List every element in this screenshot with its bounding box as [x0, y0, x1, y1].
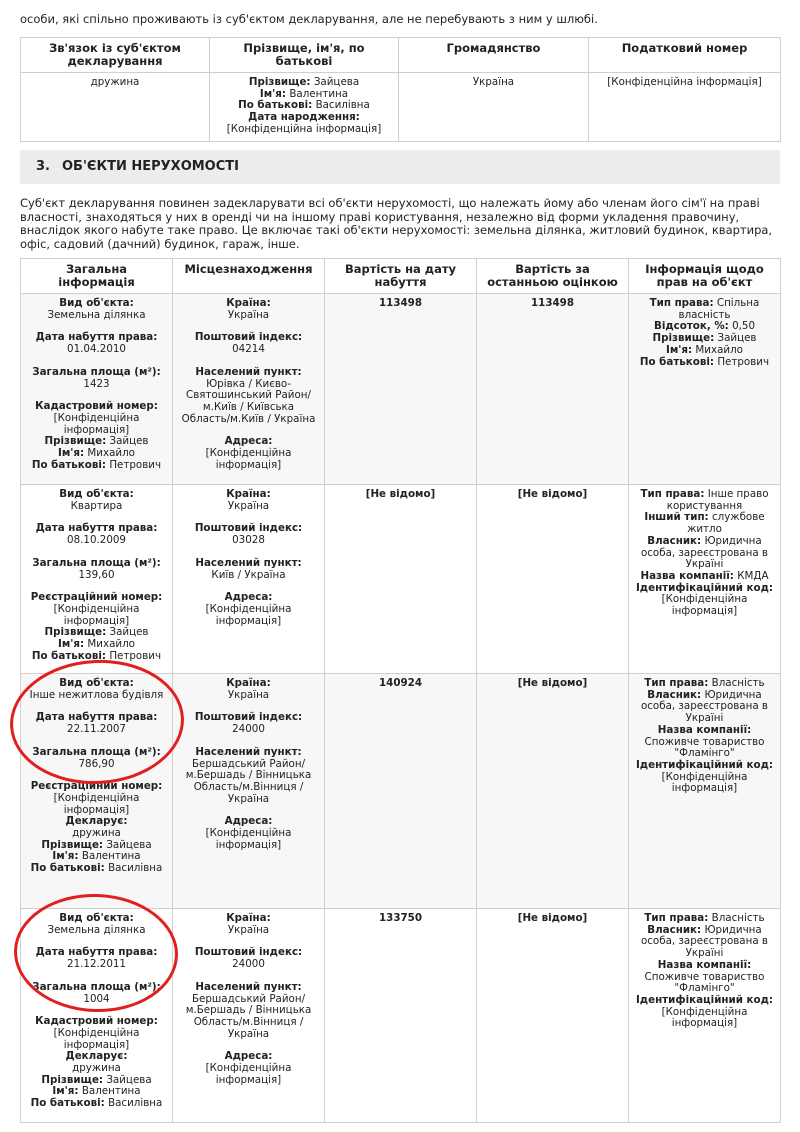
cost-evaluation-cell: [Не відомо]	[477, 674, 629, 909]
header-cost-acquisition: Вартість на дату набуття	[325, 259, 477, 294]
rights-info-cell: Тип права: Спільна власність Відсоток, %: 0,50 Прізвище: Зайцев Ім'я: Михайло По батькові: Петрович	[629, 294, 781, 485]
family-table-header-row	[21, 38, 781, 73]
cost-evaluation-cell: 113498	[477, 294, 629, 485]
header-rights-info: Інформація щодо прав на об'єкт	[629, 259, 781, 294]
section-title: ОБ'ЄКТИ НЕРУХОМОСТІ	[61, 159, 239, 174]
location-cell: Країна: Україна Поштовий індекс: 04214 Населений пункт: Юрівка / Києво-Святошинський Район/ м.Київ / Київська Область/м.Київ / Україна Адреса: [Конфіденційна інформація]	[173, 294, 325, 485]
header-location: Місцезнаходження	[173, 259, 325, 294]
cost-acquisition-cell: 133750	[325, 909, 477, 1123]
table-row	[21, 73, 781, 142]
cost-evaluation-cell: [Не відомо]	[477, 909, 629, 1123]
general-info-cell: Вид об'єкта: Квартира Дата набуття права: 08.10.2009 Загальна площа (м²): 139,60 Реєстраційний номер: [Конфіденційна інформація] Прізвище: Зайцев Ім'я: Михайло По батькові: Петрович	[21, 485, 173, 674]
table-row	[21, 674, 781, 909]
header-tax-number: Податковий номер	[589, 38, 781, 73]
cost-acquisition-cell: 140924	[325, 674, 477, 909]
full-name-cell: Прізвище: Зайцева Ім'я: Валентина По батькові: Василівна Дата народження: [Конфіденційна інформація]	[210, 73, 399, 142]
intro-text: особи, які спільно проживають із суб'єктом декларування, але не перебувають з ним у шлюбі.	[20, 12, 598, 26]
general-info-cell: Вид об'єкта: Інше нежитлова будівля Дата набуття права: 22.11.2007 Загальна площа (м²): 786,90 Реєстраційний номер: [Конфіденційна інформація] Декларує: дружина Прізвище: Зайцева Ім'я: Валентина По батькові: Василівна	[21, 674, 173, 909]
location-cell: Країна: Україна Поштовий індекс: 24000 Населений пункт: Бершадський Район/ м.Бершадь / Вінницька Область/м.Вінниця / Україна Адреса: [Конфіденційна інформація]	[173, 674, 325, 909]
general-info-cell: Вид об'єкта: Земельна ділянка Дата набуття права: 21.12.2011 Загальна площа (м²): 1004 Кадастровий номер: [Конфіденційна інформація] Декларує: дружина Прізвище: Зайцева Ім'я: Валентина По батькові: Василівна	[21, 909, 173, 1123]
real-estate-table	[20, 258, 781, 1123]
header-citizenship: Громадянство	[399, 38, 589, 73]
section-description: Суб'єкт декларування повинен задекларувати всі об'єкти нерухомості, що належать йому або членам його сім'ї на праві власності, знаходяться у них в оренді чи на іншому праві користування, незалежно від форми укладення правочину, внаслідок якого набуте таке право. Це включає такі об'єкти нерухомості: земельна ділянка, житловий будинок, квартира, офіс, садовий (дачний) будинок, гараж, інше.	[20, 196, 773, 251]
cost-evaluation-cell: [Не відомо]	[477, 485, 629, 674]
rights-info-cell: Тип права: Власність Власник: Юридична особа, зареєстрована в Україні Назва компанії: Споживче товариство "Фламінго" Ідентифікаційний код: [Конфіденційна інформація]	[629, 909, 781, 1123]
table-row	[21, 485, 781, 674]
table-row	[21, 909, 781, 1123]
rights-info-cell: Тип права: Інше право користування Інший тип: службове житло Власник: Юридична особа, зареєстрована в Україні Назва компанії: КМДА Ідентифікаційний код: [Конфіденційна інформація]	[629, 485, 781, 674]
table-row	[21, 294, 781, 485]
general-info-cell: Вид об'єкта: Земельна ділянка Дата набуття права: 01.04.2010 Загальна площа (м²): 1423 Кадастровий номер: [Конфіденційна інформація] Прізвище: Зайцев Ім'я: Михайло По батькові: Петрович	[21, 294, 173, 485]
header-full-name: Прізвище, ім'я, по батькові	[210, 38, 399, 73]
family-members-table	[20, 37, 781, 142]
rights-info-cell: Тип права: Власність Власник: Юридична особа, зареєстрована в Україні Назва компанії: Споживче товариство "Фламінго" Ідентифікаційний код: [Конфіденційна інформація]	[629, 674, 781, 909]
location-cell: Країна: Україна Поштовий індекс: 03028 Населений пункт: Київ / Україна Адреса: [Конфіденційна інформація]	[173, 485, 325, 674]
tax-number-cell: [Конфіденційна інформація]	[589, 73, 781, 142]
header-relation: Зв'язок із суб'єктом декларування	[21, 38, 210, 73]
cost-acquisition-cell: [Не відомо]	[325, 485, 477, 674]
relation-cell: дружина	[21, 73, 210, 142]
section-header	[20, 150, 780, 184]
header-cost-evaluation: Вартість за останньою оцінкою	[477, 259, 629, 294]
header-general-info: Загальна інформація	[21, 259, 173, 294]
cost-acquisition-cell: 113498	[325, 294, 477, 485]
real-estate-header-row	[21, 259, 781, 294]
location-cell: Країна: Україна Поштовий індекс: 24000 Населений пункт: Бершадський Район/ м.Бершадь / Вінницька Область/м.Вінниця / Україна Адреса: [Конфіденційна інформація]	[173, 909, 325, 1123]
citizenship-cell: Україна	[399, 73, 589, 142]
section-number: 3.	[36, 159, 50, 174]
